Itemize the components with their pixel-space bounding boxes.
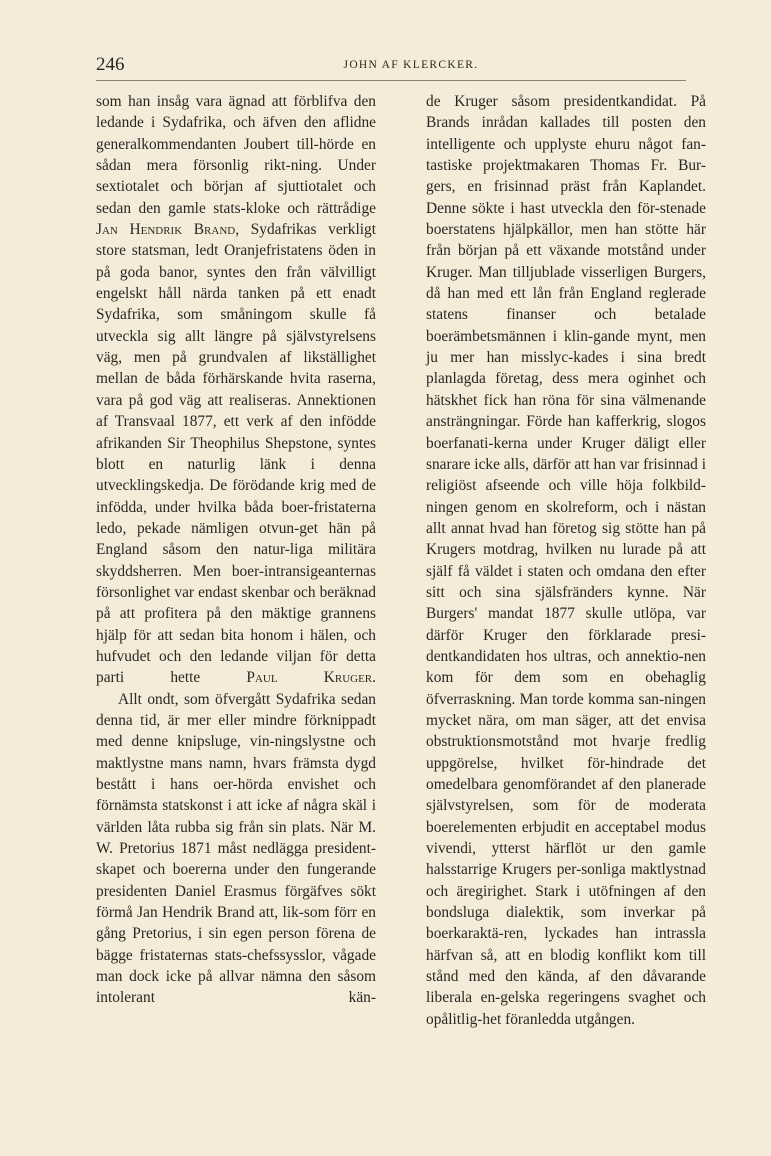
name-paul-kruger: Paul Kruger (246, 669, 373, 687)
running-head: JOHN AF KLERCKER. (343, 59, 479, 71)
left-paragraph-1-text-c: . (372, 669, 376, 687)
page-header (96, 54, 686, 80)
header-rule (96, 80, 686, 81)
left-column (96, 91, 376, 1009)
left-paragraph-1-text-b: , Sydafrikas verkligt store statsman, ledt Oranjefristatens öden in på goda banor, syntes den från välvilligt engelskt håll närda tanken på ett enadt Sydafrika, som småningom skulle få utveckla sig allt längre på självstyrelsens väg, men på grundvalen af likställighet mellan de båda förhärskande hvita raserna, vara på god väg att realiseras. Annektionen af Transvaal 1877, ett verk af den infödde afrikanden Sir Theophilus Shepstone, syntes blott en naturlig länk i denna utvecklingskedja. De förödande krig med de infödda, under hvilka båda boer-fristaterna ledo, pekade nämligen otvun-get hän på England såsom den natur-liga militära skyddsherren. Men boer-intransigeanternas försonlighet var endast skenbar och beräknad på att profitera på den mäktige grannens hjälp för att sedan bita honom i hälen, och hufvudet och den ledande viljan för detta parti hette (96, 221, 376, 687)
page-number: 246 (96, 54, 125, 75)
name-jan-hendrik-brand: Jan Hendrik Brand (96, 221, 236, 239)
left-paragraph-1 (96, 91, 376, 689)
left-paragraph-2: Allt ondt, som öfvergått Sydafrika sedan denna tid, är mer eller mindre förknippadt med denne knipsluge, vin-ningslystne och maktlystne mans namn, hvars främsta dygd bestått i hans oer-hörda envishet och förnämsta statskonst i att icke af några skäl i världen låta rubba sig från sin plats. När M. W. Pretorius 1871 måst nedlägga president-skapet och boererna under den fungerande presidenten Daniel Erasmus förgäfves sökt förmå Jan Hendrik Brand att, lik-som förr en gång Pretorius, i sin egen person förena de bägge fristaternas stats-chefssysslor, vågade man dock icke på allvar nämna den såsom intolerant kän- (96, 690, 376, 1007)
right-column (426, 91, 706, 1030)
left-paragraph-1-text-a: som han insåg vara ägnad att förblifva den ledande i Sydafrika, och äfven den aflidne generalkommendanten Joubert till-hörde en sådan mera försonlig rikt-ning. Under sextiotalet och början af sjuttiotalet och sedan den gamle stats-kloke och rättrådige (96, 93, 376, 217)
right-paragraph-1: de Kruger såsom presidentkandidat. På Brands inrådan kallades till posten den intelligente och upplyste ehuru något fan-tastiske projektmakaren Thomas Fr. Bur-gers, en frisinnad präst från Kaplandet. Denne sökte i hast utveckla den för-stenade boerstatens hjälpkällor, men han stötte här från början på ett växande motstånd under Kruger. Man tilljublade visserligen Burgers, då han med ett lån från England reglerade statens finanser och betalade boerämbetsmännen i klin-gande mynt, men ju mer han misslyc-kades i sina bredt planlagda företag, dess mera oginhet och hätskhet fick han röna för sina välmenande ansträngningar. Förde han kafferkrig, slogos boerfanati-kerna under Kruger däligt eller snarare icke alls, därför att han var frisinnad i religiöst afseende och ville höja folkbild-ningen genom en skolreform, och i nästan allt annat hvad han företog sig stötte han på Krugers motdrag, hvilken nu lurade på att själf få väldet i staten och omdana den efter sitt och sina själsfränders kynne. När Burgers' mandat 1877 skulle utlöpa, var därför Kruger den förklarade presi-dentkandidaten hos ultras, och annektio-nen kom för dem som en obehaglig öfverraskning. Man torde komma san-ningen mycket nära, om man säger, att det envisa obstruktionsmotstånd mot hvarje fredlig uppgörelse, hvilket för-hindrade det omedelbara genomförandet af den planerade självstyrelsen, som för de moderata boerelementen erbjudit en acceptabel modus vivendi, ytterst härflöt ur den gamle halsstarrige Krugers per-sonliga maktlystnad och äregirighet. Stark i utöfningen af den bondsluga dialektik, som inverkar på boerkaraktä-ren, lyckades han intrassla härfvan så, att en blodig konflikt kom till stånd med den kända, af den dåvarande liberala en-gelska regeringens svaghet och opålitlig-het föranledda utgången. (426, 93, 706, 1028)
